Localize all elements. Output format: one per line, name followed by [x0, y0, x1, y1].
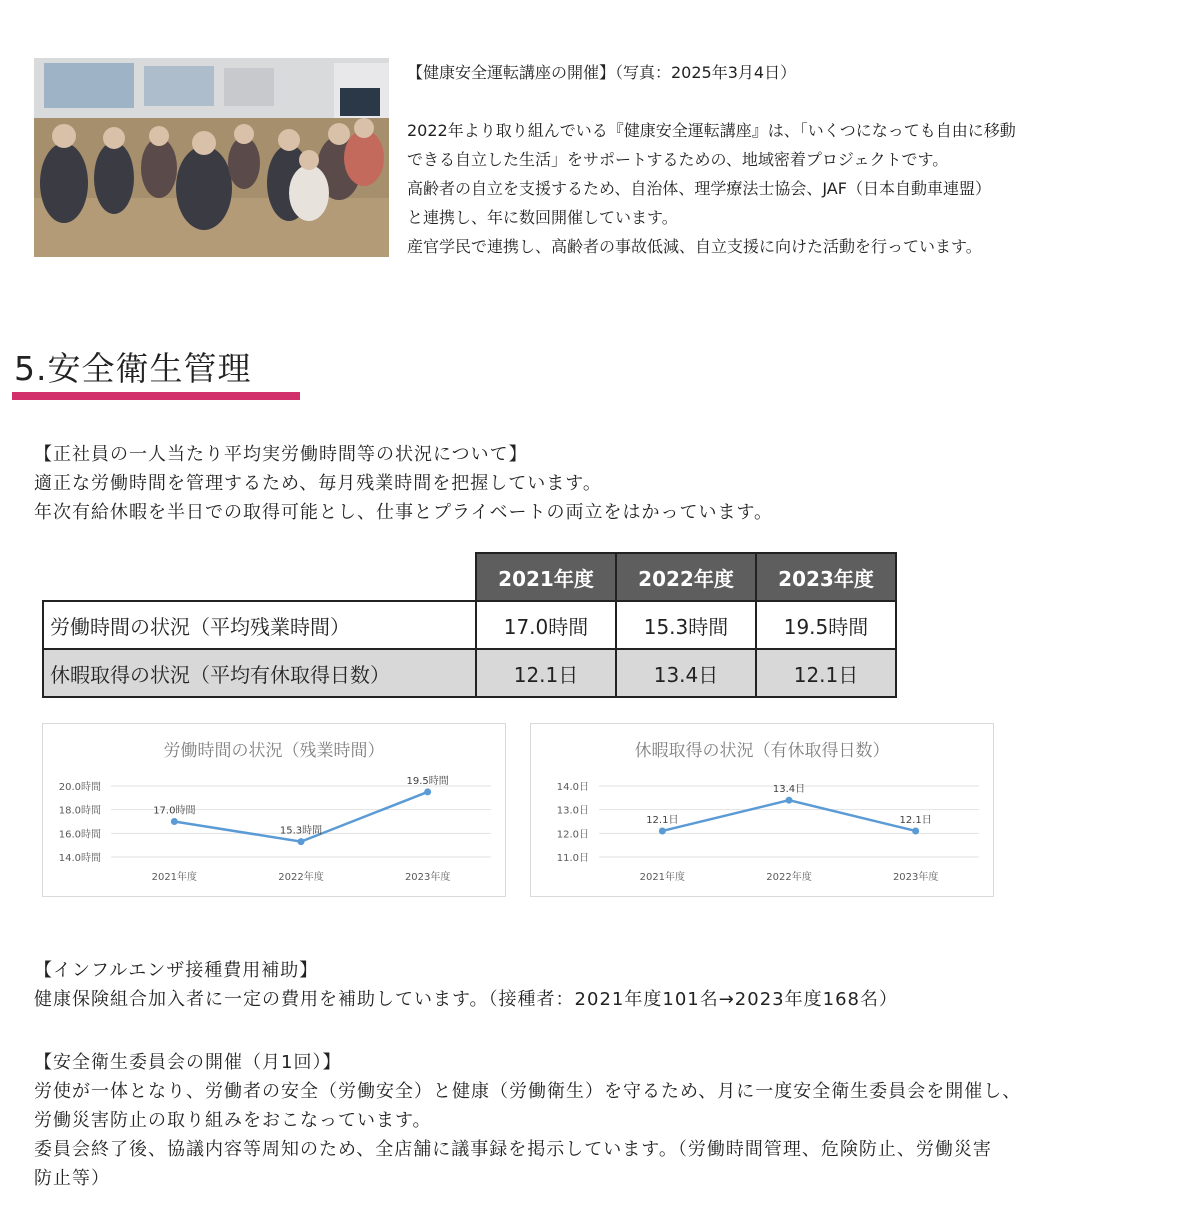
seminar-photo — [34, 58, 389, 257]
intro-line: できる自立した生活」をサポートするための、地域密着プロジェクトです。 — [407, 150, 949, 169]
y-tick-label: 20.0時間 — [58, 782, 101, 793]
labor-heading: 【正社員の一人当たり平均実労働時間等の状況について】 — [34, 444, 528, 465]
data-point — [171, 818, 178, 825]
data-label: 17.0時間 — [153, 805, 196, 817]
x-tick-label: 2023年度 — [892, 872, 939, 883]
row-label: 労働時間の状況（平均残業時間） — [43, 601, 476, 649]
committee-line: 労使が一体となり、労働者の安全（労働安全）と健康（労働衛生）を守るため、月に一度安全衛生委員会を開催し、 — [34, 1081, 1022, 1102]
y-tick-label: 14.0時間 — [58, 853, 101, 864]
series-line — [662, 800, 915, 831]
data-point — [424, 788, 431, 795]
x-tick-label: 2022年度 — [278, 872, 324, 883]
x-tick-label: 2021年度 — [151, 872, 198, 883]
table-row — [43, 649, 896, 697]
committee-line: 防止等） — [34, 1168, 110, 1189]
leave-chart-svg — [531, 724, 993, 896]
table-header: 2022年度 — [616, 553, 756, 601]
table-cell: 13.4日 — [616, 649, 756, 697]
table-header: 2023年度 — [756, 553, 896, 601]
table-cell: 17.0時間 — [476, 601, 616, 649]
intro-line: 高齢者の自立を支援するため、自治体、理学療法士協会、JAF（日本自動車連盟） — [407, 179, 991, 198]
table-cell: 12.1日 — [756, 649, 896, 697]
table-corner — [43, 553, 476, 601]
x-tick-label: 2022年度 — [766, 872, 812, 883]
intro-block — [407, 58, 1167, 261]
labor-line: 年次有給休暇を半日での取得可能とし、仕事とプライベートの両立をはかっています。 — [34, 502, 774, 523]
data-label: 19.5時間 — [406, 775, 449, 787]
chart-title: 休暇取得の状況（有休取得日数） — [634, 741, 890, 761]
table-row — [43, 601, 896, 649]
y-tick-label: 11.0日 — [556, 853, 589, 864]
table-cell: 19.5時間 — [756, 601, 896, 649]
x-tick-label: 2021年度 — [639, 872, 686, 883]
y-tick-label: 18.0時間 — [58, 805, 101, 817]
section-underline — [12, 392, 300, 400]
y-tick-label: 12.0日 — [556, 829, 589, 841]
committee-block — [34, 1048, 1021, 1193]
section-title: 5.安全衛生管理 — [14, 349, 252, 388]
data-point — [659, 827, 666, 834]
overtime-chart — [42, 723, 506, 897]
row-label: 休暇取得の状況（平均有休取得日数） — [43, 649, 476, 697]
committee-heading: 【安全衛生委員会の開催（月1回）】 — [34, 1052, 342, 1073]
table-cell: 15.3時間 — [616, 601, 756, 649]
y-tick-label: 16.0時間 — [58, 829, 101, 841]
influenza-line: 健康保険組合加入者に一定の費用を補助しています。（接種者：2021年度101名→2023年度168名） — [34, 989, 898, 1010]
data-point — [298, 838, 305, 845]
influenza-heading: 【インフルエンザ接種費用補助】 — [34, 960, 319, 981]
data-point — [912, 827, 919, 834]
intro-line: と連携し、年に数回開催しています。 — [407, 208, 678, 227]
y-tick-label: 14.0日 — [556, 782, 589, 793]
stats-table — [42, 552, 897, 698]
influenza-block — [34, 956, 898, 1014]
x-tick-label: 2023年度 — [404, 872, 451, 883]
intro-line: 2022年より取り組んでいる『健康安全運転講座』は、「いくつになっても自由に移動 — [407, 121, 1016, 140]
table-header: 2021年度 — [476, 553, 616, 601]
leave-chart — [530, 723, 994, 897]
data-label: 15.3時間 — [279, 825, 323, 837]
table-cell: 12.1日 — [476, 649, 616, 697]
labor-line: 適正な労働時間を管理するため、毎月残業時間を把握しています。 — [34, 473, 602, 494]
y-tick-label: 13.0日 — [556, 805, 589, 817]
overtime-chart-svg — [43, 724, 505, 896]
committee-line: 委員会終了後、協議内容等周知のため、全店舗に議事録を掲示しています。（労働時間管理、危険防止、労働災害 — [34, 1139, 992, 1160]
committee-line: 労働災害防止の取り組みをおこなっています。 — [34, 1110, 432, 1131]
chart-title: 労働時間の状況（残業時間） — [163, 741, 385, 761]
data-label: 12.1日 — [646, 814, 679, 826]
table-header-row — [43, 553, 896, 601]
labor-block — [34, 440, 773, 527]
data-label: 13.4日 — [772, 784, 806, 796]
data-label: 12.1日 — [899, 814, 932, 826]
intro-line: 産官学民で連携し、高齢者の事故低減、自立支援に向けた活動を行っています。 — [407, 237, 982, 256]
intro-title: 【健康安全運転講座の開催】（写真：2025年3月4日） — [407, 63, 797, 82]
data-point — [786, 797, 793, 804]
